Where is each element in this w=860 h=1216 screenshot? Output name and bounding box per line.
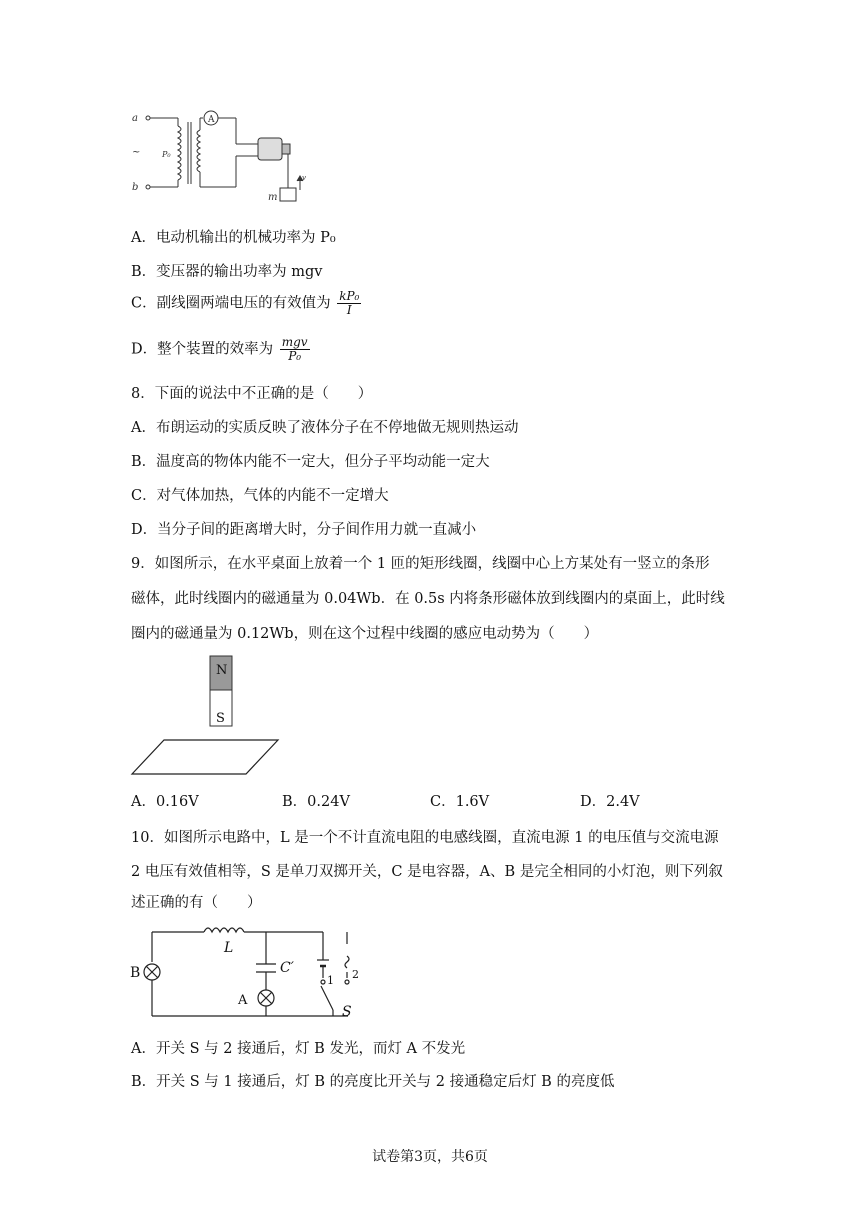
q10-circuit-figure [128,920,368,1025]
magnet-north-label: N [216,663,228,678]
q9-option-a: A．0.16V [131,794,199,810]
q7-option-d-prefix: D．整个装置的效率为 [131,341,274,358]
mass-label: m [268,192,278,203]
q9-stem-line-1: 9．如图所示，在水平桌面上放着一个 1 匝的矩形线圈，线圈中心上方某处有一竖立的条形 [131,556,710,572]
page-footer: 试卷第3页，共6页 [372,1149,488,1165]
q7-option-b: B．变压器的输出功率为 mgv [131,264,323,280]
q7-option-c-prefix: C．副线圈两端电压的有效值为 [131,295,331,312]
q10-stem-line-3: 述正确的有（ ） [131,895,262,911]
q10-option-a: A．开关 S 与 2 接通后，灯 B 发光，而灯 A 不发光 [131,1041,466,1057]
q7-label-b: b [132,182,139,193]
q7-option-c-numerator: kP₀ [339,289,360,303]
q9-option-c: C．1.6V [430,794,490,810]
q7-label-p0: P₀ [162,150,171,159]
q9-stem-line-2: 磁体，此时线圈内的磁通量为 0.04Wb．在 0.5s 内将条形磁体放到线圈内的桌面上，此时线 [131,591,725,607]
q10-option-b: B．开关 S 与 1 接通后，灯 B 的亮度比开关与 2 接通稳定后灯 B 的亮度低 [131,1074,615,1090]
q7-option-a: A．电动机输出的机械功率为 P₀ [131,230,336,246]
q7-option-c [131,290,361,317]
switch-contact-1-label: 1 [327,974,334,987]
q7-option-d-numerator: mgv [281,335,308,349]
switch-label: S [342,1004,352,1020]
q8-option-b: B．温度高的物体内能不一定大，但分子平均动能一定大 [131,454,490,470]
velocity-label: v [302,174,306,182]
q10-stem-line-2: 2 电压有效值相等，S 是单刀双掷开关，C 是电容器，A、B 是完全相同的小灯泡，则下列叙 [131,864,723,880]
q9-option-d: D．2.4V [580,794,640,810]
inductor-label: L [224,940,234,956]
q7-option-d-fraction [280,336,310,363]
q8-option-a: A．布朗运动的实质反映了液体分子在不停地做无规则热运动 [131,420,519,436]
q7-option-d [131,336,310,363]
q9-magnet-coil-figure [128,648,288,780]
q9-stem-line-3: 圈内的磁通量为 0.12Wb，则在这个过程中线圈的感应电动势为（ ） [131,626,599,642]
q8-option-d: D．当分子间的距离增大时，分子间作用力就一直减小 [131,522,477,538]
q9-option-b: B．0.24V [282,794,350,810]
q7-label-minus: ~ [132,147,141,158]
rectangular-coil [132,740,278,774]
q7-option-d-denominator: P₀ [288,349,302,363]
q7-option-c-denominator: I [346,303,352,317]
lamp-a-label: A [238,993,248,1008]
q10-stem-line-1: 10．如图所示电路中，L 是一个不计直流电阻的电感线圈，直流电源 1 的电压值与交流电源 [131,830,719,846]
q8-stem: 8．下面的说法中不正确的是（ ） [131,386,373,402]
lamp-b-label: B [130,965,141,981]
magnet-south-label: S [216,711,225,726]
q8-option-c: C．对气体加热，气体的内能不一定增大 [131,488,389,504]
q7-option-c-fraction [337,290,361,317]
q7-label-a: a [132,113,138,124]
capacitor-label: C′ [280,960,294,976]
ammeter-label: A [208,115,215,125]
switch-contact-2-label: 2 [352,968,359,981]
q7-transformer-motor-figure [128,108,308,208]
